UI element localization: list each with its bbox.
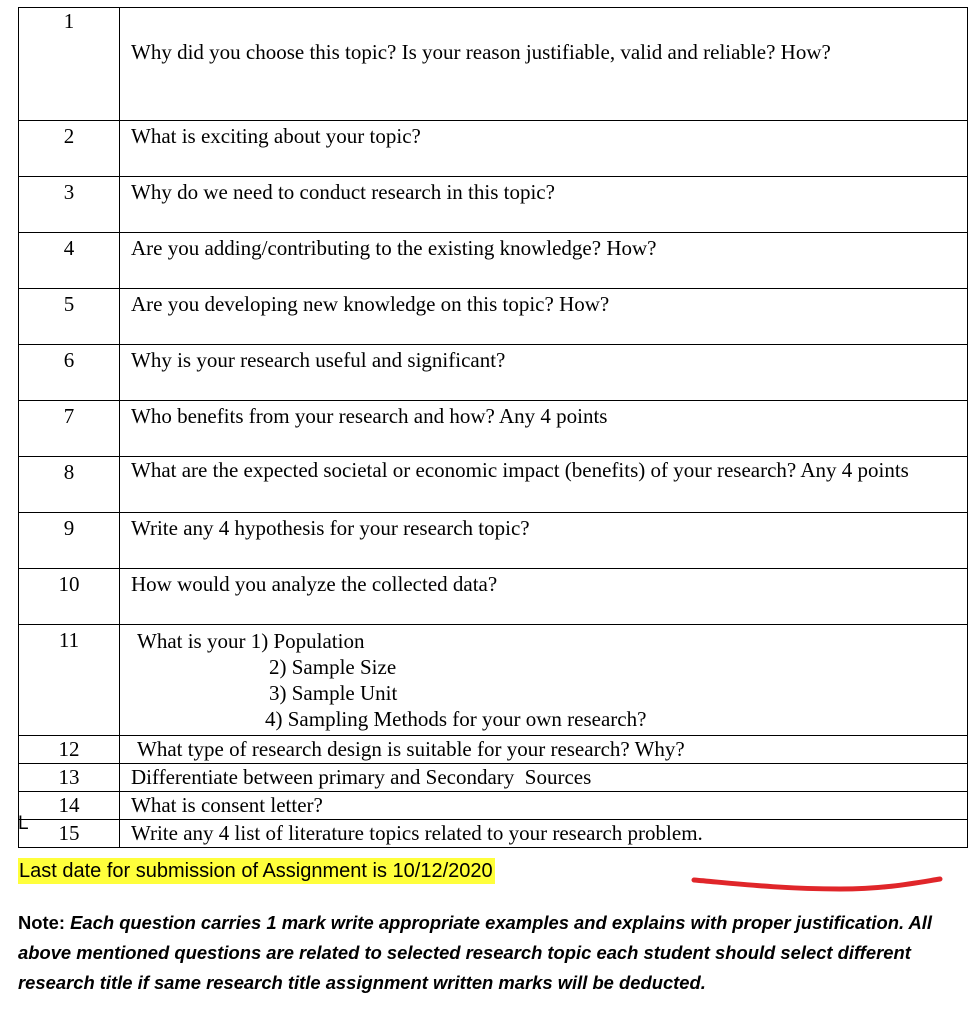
question-number: 12 [19, 736, 120, 764]
note-paragraph [18, 908, 968, 998]
table-row [19, 736, 968, 764]
question-line: What is your 1) Population [137, 629, 365, 653]
table-row [19, 625, 968, 736]
question-text: What is consent letter? [120, 792, 968, 820]
table-row [19, 764, 968, 792]
table-row [19, 457, 968, 513]
question-text: What type of research design is suitable for your research? Why? [120, 736, 968, 764]
questions-table [18, 7, 968, 848]
question-text: How would you analyze the collected data? [120, 569, 968, 625]
table-row [19, 569, 968, 625]
question-text [120, 625, 968, 736]
question-number: 4 [19, 233, 120, 289]
question-number: 14 [19, 792, 120, 820]
table-row [19, 8, 968, 121]
table-row [19, 792, 968, 820]
question-number: 10 [19, 569, 120, 625]
table-row [19, 177, 968, 233]
question-text: Why is your research useful and significant? [120, 345, 968, 401]
question-text: Differentiate between primary and Secondary Sources [120, 764, 968, 792]
question-line: 2) Sample Size [269, 655, 397, 679]
corner-mark: L [18, 813, 29, 834]
question-number: 15 [19, 820, 120, 848]
question-number: 8 [19, 457, 120, 513]
question-text: Why did you choose this topic? Is your reason justifiable, valid and reliable? How? [120, 8, 968, 121]
question-text: Why do we need to conduct research in this topic? [120, 177, 968, 233]
question-text: Write any 4 hypothesis for your research topic? [120, 513, 968, 569]
question-text: Write any 4 list of literature topics related to your research problem. [120, 820, 968, 848]
question-text: Are you developing new knowledge on this topic? How? [120, 289, 968, 345]
table-row [19, 233, 968, 289]
question-number: 2 [19, 121, 120, 177]
question-line: 3) Sample Unit [269, 681, 398, 705]
question-text: Who benefits from your research and how? Any 4 points [120, 401, 968, 457]
question-number: 7 [19, 401, 120, 457]
question-number: 9 [19, 513, 120, 569]
question-number: 6 [19, 345, 120, 401]
submission-deadline: Last date for submission of Assignment is 10/12/2020 [19, 860, 493, 882]
note-label: Note: [18, 912, 65, 933]
table-row [19, 401, 968, 457]
table-row [19, 289, 968, 345]
table-row [19, 820, 968, 848]
question-number: 11 [19, 625, 120, 736]
question-number: 5 [19, 289, 120, 345]
question-text: What are the expected societal or economic impact (benefits) of your research? Any 4 points [120, 457, 968, 513]
red-pen-underline [690, 870, 945, 896]
question-number: 3 [19, 177, 120, 233]
table-row [19, 345, 968, 401]
note-body: Each question carries 1 mark write appropriate examples and explains with proper justification. All above mentioned questions are related to selected research topic each student should select different research title if same research title assignment written marks will be deducted. [18, 912, 933, 993]
question-text: What is exciting about your topic? [120, 121, 968, 177]
question-number: 13 [19, 764, 120, 792]
question-line: 4) Sampling Methods for your own research? [265, 707, 647, 731]
question-text: Are you adding/contributing to the existing knowledge? How? [120, 233, 968, 289]
question-number: 1 [19, 8, 120, 121]
table-row [19, 121, 968, 177]
table-row [19, 513, 968, 569]
